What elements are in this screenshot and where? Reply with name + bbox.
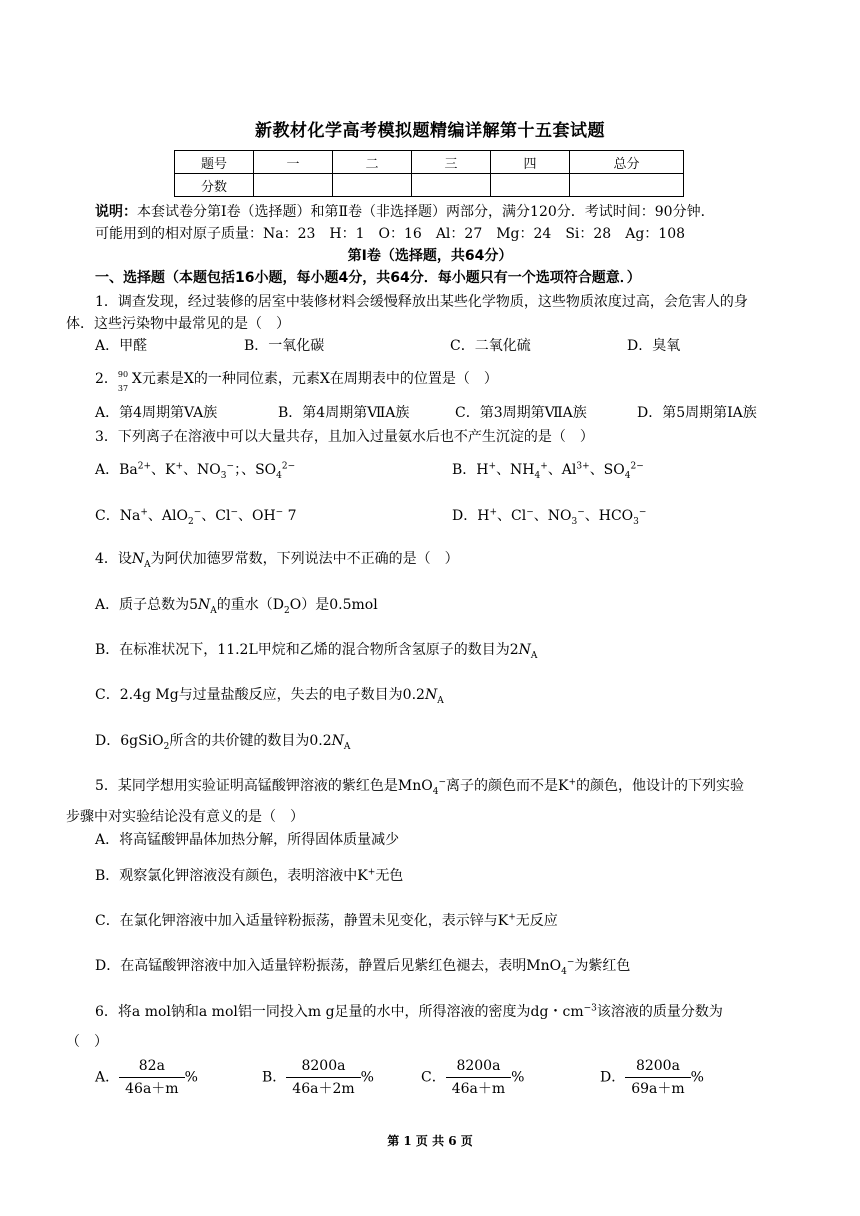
part-heading: 一、选择题（本题包括16小题，每小题4分，共64分．每小题只有一个选项符合题意．） bbox=[95, 270, 641, 286]
option-text: B．在标准状况下，11.2L甲烷和乙烯的混合物所含氢原子的数目为2 bbox=[95, 642, 519, 658]
question-6-stem: 6．将a mol钠和a mol铝一同投入m g足量的水中，所得溶液的密度为dg・$cm^{-3}$该溶液的质量分数为 bbox=[95, 1003, 723, 1020]
percent-sign: % bbox=[690, 1069, 704, 1086]
stem-part: 6．将a mol钠和a mol铝一同投入m g足量的水中，所得溶液的密度为dg・ bbox=[95, 1004, 563, 1020]
q4-option-b: B．在标准状况下，11.2L甲烷和乙烯的混合物所含氢原子的数目为$2N_A$ bbox=[95, 642, 538, 661]
denominator: 69a＋m bbox=[631, 1081, 685, 1097]
option-text: 所含的共价键的数目为0.2 bbox=[169, 733, 332, 749]
denominator: 46a＋m bbox=[125, 1081, 179, 1097]
q3-option-d: D．H+、Cl−、$NO_3^-$、$HCO_3^-$ bbox=[452, 507, 647, 527]
atomic-masses: 可能用到的相对原子质量：Na：23 H：1 O：16 Al：27 Mg：24 Si：28 Ag：108 bbox=[95, 226, 686, 242]
option-label: B． bbox=[452, 462, 477, 478]
denominator: 46a＋2m bbox=[292, 1081, 355, 1097]
element-symbol: X bbox=[131, 371, 142, 387]
fraction bbox=[625, 1056, 690, 1099]
question-1-stem: 1．调查发现，经过装修的居室中装修材料会缓慢释放出某些化学物质，这些物质浓度过高，会危害人的身 bbox=[95, 294, 748, 310]
question-1-stem-cont: 体．这些污染物中最常见的是（ ） bbox=[66, 316, 290, 332]
table-cell: 分数 bbox=[175, 174, 254, 197]
avogadro-symbol: N bbox=[198, 597, 211, 613]
option-text: D．6g bbox=[95, 733, 139, 749]
option-text: 无反应 bbox=[515, 913, 558, 929]
option-tail: 7 bbox=[287, 508, 297, 524]
numerator: 8200a bbox=[446, 1056, 511, 1078]
numerator: 8200a bbox=[286, 1056, 360, 1078]
table-cell: 题号 bbox=[175, 151, 254, 174]
q5-option-a: A．将高锰酸钾晶体加热分解，所得固体质量减少 bbox=[95, 832, 400, 848]
q4-option-c: C．2.4g Mg与过量盐酸反应，失去的电子数目为$0.2N_A$ bbox=[95, 687, 444, 706]
stem-part: 4．设 bbox=[95, 551, 132, 567]
option-text: A．质子总数为5 bbox=[95, 597, 199, 613]
question-5-stem: 5．某同学想用实验证明高锰酸钾溶液的紫红色是MnO$_4$−离子的颜色而不是K+的颜色，他设计的下列实验 bbox=[95, 777, 745, 797]
fraction bbox=[119, 1056, 184, 1099]
table-cell: 三 bbox=[412, 151, 491, 174]
q6-option-d bbox=[600, 1056, 704, 1099]
table-cell: 总分 bbox=[570, 151, 684, 174]
option-label: D． bbox=[600, 1069, 626, 1086]
option-text: ）是0.5mol bbox=[301, 597, 378, 613]
q3-option-c: C．Na+、AlO$_2$−、Cl−、OH− 7 bbox=[95, 507, 297, 527]
atomic-number: 37 bbox=[117, 384, 129, 393]
stem-part: 为阿伏加德罗常数，下列说法中不正确的是（ ） bbox=[150, 551, 459, 567]
q5-option-b: B．观察氯化钾溶液没有颜色，表明溶液中K+无色 bbox=[95, 867, 404, 884]
score-input-cell bbox=[254, 174, 333, 197]
avogadro-symbol: N bbox=[331, 733, 344, 749]
q1-option-a: A．甲醛 bbox=[95, 338, 148, 354]
option-label: B． bbox=[262, 1069, 287, 1086]
score-input-cell bbox=[491, 174, 570, 197]
option-text: 为紫红色 bbox=[574, 958, 631, 974]
q3-option-b: B．H+、$NH_4^+$、$Al^{3+}$、$SO_4^{2-}$ bbox=[452, 461, 644, 481]
stem-part: 5．某同学想用实验证明高锰酸钾溶液的紫红色是 bbox=[95, 778, 398, 794]
percent-sign: % bbox=[184, 1069, 198, 1086]
table-cell: 二 bbox=[333, 151, 412, 174]
score-table-header-row bbox=[175, 151, 684, 174]
question-2-text: 元素是X的一种同位素，元素X在周期表中的位置是（ ） bbox=[141, 371, 498, 387]
score-table-score-row bbox=[175, 174, 684, 197]
q2-option-a: A．第4周期第VA族 bbox=[95, 405, 218, 421]
intro-line bbox=[95, 202, 715, 222]
q1-option-c: C．二氧化硫 bbox=[450, 338, 531, 354]
option-text: 的重水（ bbox=[216, 597, 273, 613]
q5-option-d: D．在高锰酸钾溶液中加入适量锌粉振荡，静置后见紫红色褪去，表明MnO$_4$−为紫红色 bbox=[95, 957, 631, 977]
score-table bbox=[174, 150, 684, 197]
option-label: D． bbox=[452, 508, 478, 524]
section-heading: 第Ⅰ卷（选择题，共64分） bbox=[347, 248, 513, 264]
q4-option-d: D．6gSiO$_2$所含的共价键的数目为$0.2N_A$ bbox=[95, 733, 351, 752]
denominator: 46a＋m bbox=[451, 1081, 506, 1097]
q6-option-a bbox=[95, 1056, 198, 1099]
percent-sign: % bbox=[511, 1069, 525, 1086]
q6-option-b bbox=[262, 1056, 374, 1099]
option-text: D．在高锰酸钾溶液中加入适量锌粉振荡，静置后见紫红色褪去，表明 bbox=[95, 958, 527, 974]
intro-label: 说明： bbox=[95, 204, 137, 220]
stem-part: 离子的颜色而不是 bbox=[446, 778, 559, 794]
fraction bbox=[286, 1056, 360, 1099]
avogadro-symbol: N bbox=[424, 687, 438, 703]
numerator: 82a bbox=[119, 1056, 184, 1078]
q2-option-b: B．第4周期第ⅦA族 bbox=[278, 405, 410, 421]
avogadro-symbol: N bbox=[131, 551, 145, 567]
nuclide-notation bbox=[117, 369, 132, 393]
option-text: C．在氯化钾溶液中加入适量锌粉振荡，静置未见变化，表示锌与 bbox=[95, 913, 498, 929]
option-label: C． bbox=[421, 1069, 446, 1086]
q1-option-b: B．一氧化碳 bbox=[244, 338, 325, 354]
question-6-stem-cont: （ ） bbox=[66, 1034, 108, 1050]
q3-option-a: A．$Ba^{2+}$、K+、$NO_3^-$；、$SO_4^{2-}$ bbox=[95, 461, 296, 481]
q5-option-c: C．在氯化钾溶液中加入适量锌粉振荡，静置未见变化，表示锌与K+无反应 bbox=[95, 912, 558, 929]
option-text: B．观察氯化钾溶液没有颜色，表明溶液中 bbox=[95, 868, 358, 884]
q1-option-d: D．臭氧 bbox=[627, 338, 681, 354]
q2-option-c: C．第3周期第ⅦA族 bbox=[455, 405, 587, 421]
score-input-cell bbox=[570, 174, 684, 197]
option-label: A． bbox=[95, 1069, 120, 1086]
page-title: 新教材化学高考模拟题精编详解第十五套试题 bbox=[255, 121, 605, 141]
fraction bbox=[446, 1056, 511, 1099]
question-4-stem: 4．设$N_A$为阿伏加德罗常数，下列说法中不正确的是（ ） bbox=[95, 551, 459, 570]
q2-option-d: D．第5周期第ⅠA族 bbox=[637, 405, 757, 421]
question-number: 2． bbox=[95, 371, 118, 387]
question-5-stem-cont: 步骤中对实验结论没有意义的是（ ） bbox=[66, 809, 304, 825]
stem-part: 该溶液的质量分数为 bbox=[596, 1004, 723, 1020]
option-text: 无色 bbox=[375, 868, 404, 884]
q6-option-c bbox=[421, 1056, 524, 1099]
score-input-cell bbox=[333, 174, 412, 197]
option-label: C． bbox=[95, 508, 120, 524]
score-input-cell bbox=[412, 174, 491, 197]
intro-text: 本套试卷分第Ⅰ卷（选择题）和第Ⅱ卷（非选择题）两部分，满分120分．考试时间：90分钟． bbox=[137, 204, 715, 220]
question-3-stem: 3．下列离子在溶液中可以大量共存，且加入过量氨水后也不产生沉淀的是（ ） bbox=[95, 429, 594, 445]
table-cell: 四 bbox=[491, 151, 570, 174]
percent-sign: % bbox=[360, 1069, 374, 1086]
q4-option-a: A．质子总数为$5N_A$的重水$(D_2O)$是0.5mol bbox=[95, 597, 378, 616]
question-2-stem bbox=[95, 369, 498, 393]
option-label: A． bbox=[95, 462, 120, 478]
mass-number: 90 bbox=[117, 370, 129, 379]
table-cell: 一 bbox=[254, 151, 333, 174]
page-footer: 第 1 页 共 6 页 bbox=[387, 1134, 473, 1148]
numerator: 8200a bbox=[625, 1056, 690, 1078]
stem-part: 的颜色，他设计的下列实验 bbox=[576, 778, 745, 794]
avogadro-symbol: N bbox=[518, 642, 531, 658]
option-text: C．2.4g Mg与过量盐酸反应，失去的电子数目为0.2 bbox=[95, 687, 425, 703]
